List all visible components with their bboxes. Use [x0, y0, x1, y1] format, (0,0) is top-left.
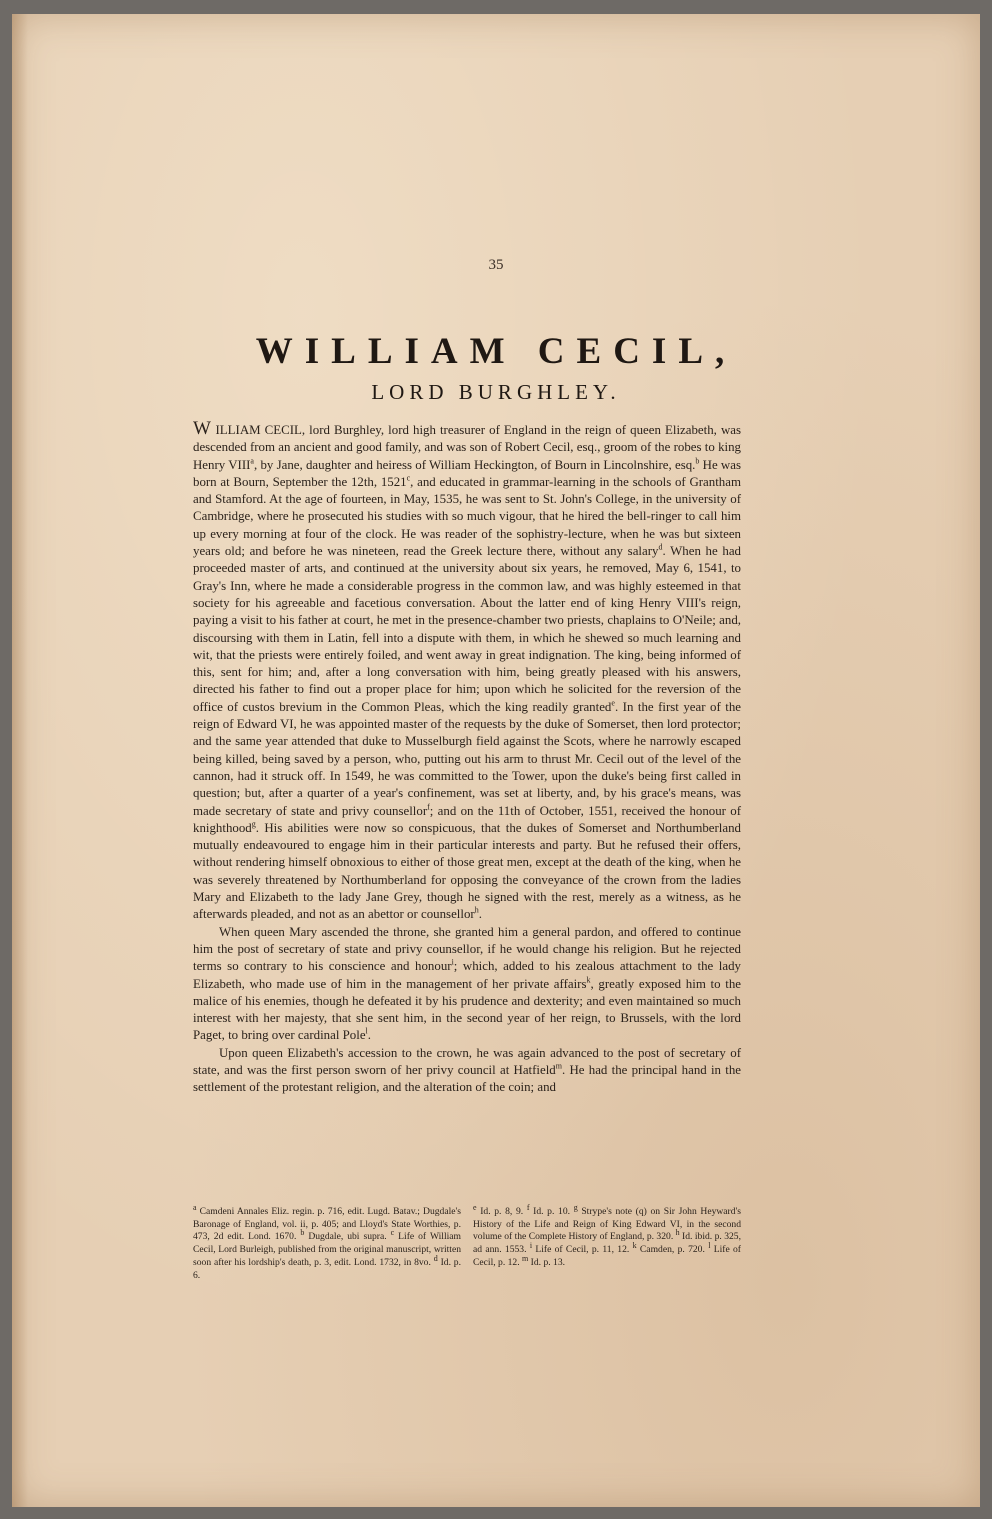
text-run: Id. p. 8, 9. [476, 1206, 527, 1217]
text-run: . His abilities were now so conspicuous, that the dukes of Somerset and Northumberland mutually endeavoured to engage him in their particular interests and party. But he refused their offers, without rendering himself obnoxious to either of those great men, except at the death of the king, when he was severely threatened by Northumberland for opposing the conveyance of the crown from the ladies Mary and Elizabeth to the lady Jane Grey, though he signed with the rest, merely as a witness, as he afterwards pleaded, and not as an abettor or counsellor [193, 820, 741, 922]
text-run: Dugdale, ubi supra. [304, 1231, 391, 1243]
page-number: 35 [488, 257, 504, 273]
footnote-marker: a [250, 456, 254, 466]
text-run: Life of Cecil, p. 11, 12. [532, 1244, 633, 1256]
text-run: ; which, added to his zealous attachment to the lady Elizabeth, who made use of him in the management of her private affairs [193, 959, 741, 991]
footnote-marker: b [300, 1228, 305, 1238]
text-run: . [367, 1028, 372, 1043]
footnote-marker: l [365, 1027, 368, 1037]
text-run: Id. p. 6. [193, 1256, 462, 1281]
footnote-marker: h [675, 1228, 680, 1238]
page-subtitle: LORD BURGHLEY. [371, 380, 621, 404]
body-text [193, 420, 741, 1097]
text-run: , and educated in grammar-learning in the schools of Grantham and Stamford. At the age of fourteen, in May, 1535, he was sent to St. John's College, in the university of Cambridge, where he prosecuted his studies with so much vigour, that he hired the bell-ringer to call him up every morning at four of the clock. He was reader of the sophistry-lecture, when he was but sixteen years old; and before he was nineteen, read the Greek lecture there, without any salary [193, 474, 741, 559]
footnote-marker: c [390, 1228, 395, 1238]
footnote-marker: k [632, 1240, 637, 1250]
footnotes [193, 1202, 742, 1282]
text-run: . He had the principal hand in the settlement of the protestant religion, and the alteration of the coin; and [193, 1062, 741, 1095]
footnote-marker: h [474, 906, 479, 916]
text-run: Strype's note (q) on Sir John Heyward's History of the Life and Reign of King Edward VI, in the second volume of the Complete History of England, p. 320. [473, 1206, 742, 1243]
text-run: Life of Cecil, p. 12. [473, 1244, 741, 1268]
footnote-marker: l [708, 1240, 711, 1250]
footnote-marker: k [586, 975, 591, 985]
paragraph [193, 1045, 741, 1097]
text-run: ILLIAM CECIL, lord Burghley, lord high treasurer of England in the reign of queen Elizabeth, was descended from an ancient and good family, and was son of Robert Cecil, esq., groom of the robes to king Henry VIII [193, 423, 741, 472]
footnote-marker: g [573, 1202, 578, 1212]
footnote-marker: c [406, 473, 411, 483]
text-run: Id. p. 13. [528, 1256, 566, 1268]
footnote-marker: e [611, 698, 615, 708]
text-run: When queen Mary ascended the throne, she granted him a general pardon, and offered to continue him the post of secretary of state and privy counsellor, if he would change his religion. But he rejected terms so contrary to his conscience and honour [193, 924, 741, 974]
text-run: Camdeni Annales Eliz. regin. p. 716, edit. Lugd. Batav.; Dugdale's Baronage of England, vol. ii, p. 405; and Lloyd's State Worthies, p. 473, 2d edit. Lond. 1670. [193, 1206, 461, 1243]
text-run: . [478, 907, 482, 922]
text-run: , by Jane, daughter and heiress of William Heckington, of Bourn in Lincolnshire, esq. [253, 457, 696, 472]
text-run: ; and on the 11th of October, 1551, received the honour of knighthood [193, 803, 741, 835]
text-run: Camden, p. 720. [636, 1244, 709, 1256]
text-run: . In the first year of the reign of Edward VI, he was appointed master of the requests by the duke of Somerset, then lord protector; and the same year attended that duke to Musselburgh field against the Scots, where he narrowly escaped being killed, being saved by a person, who, putting out his arm to thrust Mr. Cecil out of the level of the cannon, had it struck off. In 1549, he was committed to the Tower, upon the duke's being first called in question; but, after a quarter of a year's confinement, was set at liberty, and, by his grace's means, was made secretary of state and privy counsellor [193, 699, 741, 818]
footnote-marker: m [522, 1253, 529, 1263]
page-title: WILLIAM CECIL, [255, 331, 737, 372]
text-run: . When he had proceeded master of arts, and continued at the university about six years, he removed, May 6, 1541, to Gray's Inn, where he made a considerable progress in the common law, and was highly esteemed in that society for his agreeable and facetious conversation. About the latter end of king Henry VIII's reign, paying a visit to his father at court, he met in the presence-chamber two priests, chaplains to O'Neile; and, discoursing with them in Latin, fell into a dispute with them, in which he shewed so much learning and wit, that the priests were entirely foiled, and went away in great indignation. The king, being informed of this, sent for him; and, after a long conversation with him, being greatly pleased with his answers, directed his father to find out a proper place for him; upon which he solicited for the reversion of the office of custos brevium in the Common Pleas, which the king readily granted [193, 544, 741, 714]
footnotes-left-column [193, 1202, 462, 1282]
footnote-marker: e [473, 1202, 477, 1212]
footnote-marker: f [526, 1202, 530, 1212]
footnote-marker: f [427, 802, 430, 812]
text-run: Id. p. 10. [529, 1206, 574, 1217]
text-run: Upon queen Elizabeth's accession to the crown, he was again advanced to the post of secretary of state, and was the first person sworn of her privy council at Hatfield [193, 1045, 741, 1077]
text-run: Id. ibid. p. 325, ad ann. 1553. [473, 1231, 741, 1256]
paragraph [193, 924, 741, 1045]
document-page [12, 14, 980, 1507]
footnote-marker: a [193, 1202, 197, 1212]
drop-capital: W [193, 418, 212, 439]
footnote-marker: d [433, 1253, 438, 1263]
footnote-marker: g [251, 819, 256, 829]
text-run: , greatly exposed him to the malice of his enemies, though he defeated it by his prudence and dexterity; and even maintained so much interest with her majesty, that she sent him, in the second year of her reign, to Brussels, with the lord Paget, to bring over cardinal Pole [193, 976, 741, 1043]
footnote-marker: i [529, 1240, 533, 1250]
text-run: He was born at Bourn, September the 12th, 1521 [193, 457, 741, 489]
footnotes-right-column [473, 1202, 742, 1282]
footnote-marker: b [695, 456, 700, 466]
paragraph [193, 420, 741, 924]
footnote-marker: d [658, 542, 663, 552]
text-run: Life of William Cecil, Lord Burleigh, published from the original manuscript, written soon after his lordship's death, p. 3, edit. Lond. 1732, in 8vo. [193, 1231, 461, 1268]
footnote-marker: i [451, 957, 454, 967]
page-edge-shadow [12, 14, 28, 1507]
footnote-marker: m [555, 1061, 562, 1071]
